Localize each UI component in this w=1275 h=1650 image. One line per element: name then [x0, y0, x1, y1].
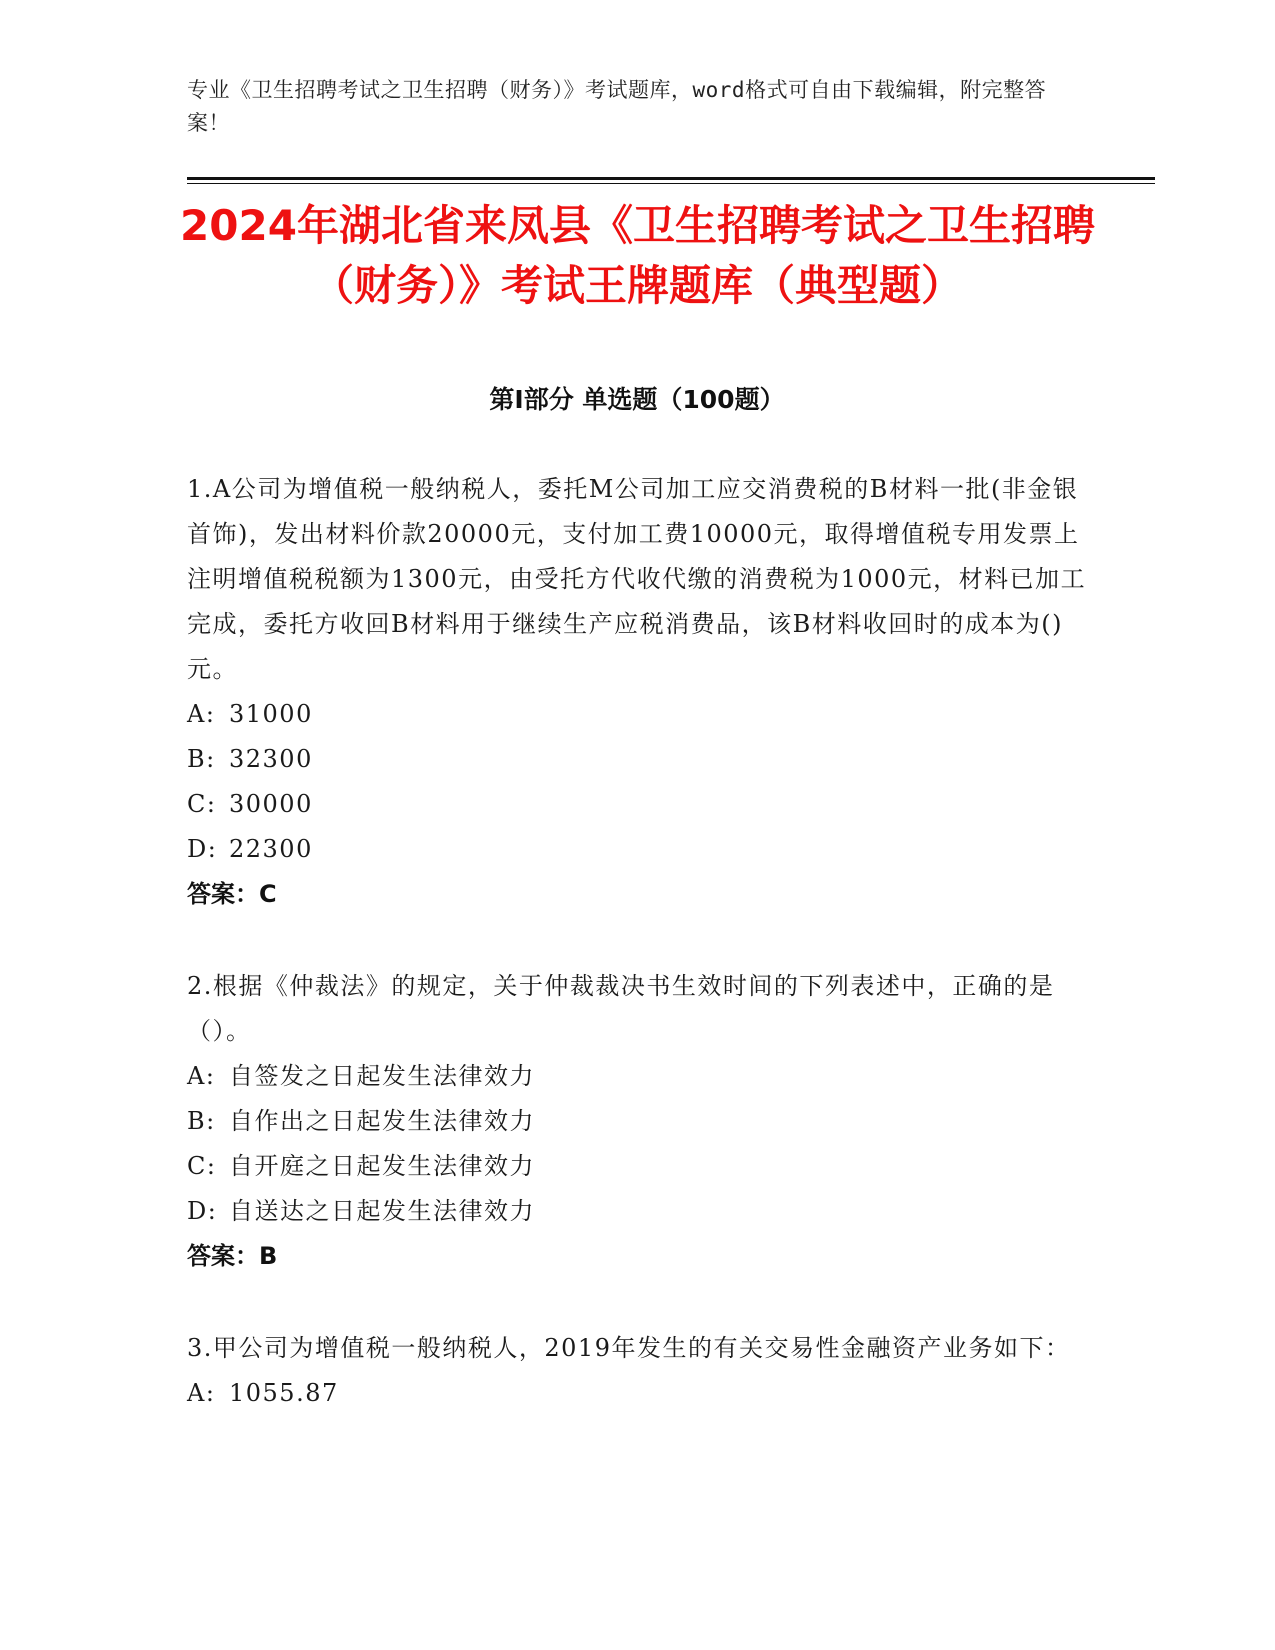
option-list — [187, 1054, 1087, 1234]
option-a — [187, 692, 1087, 737]
option-letter: B: — [187, 1107, 216, 1135]
question-text: 1.A公司为增值税一般纳税人，委托M公司加工应交消费税的B材料一批(非金银首饰)，发出材料价款20000元，支付加工费10000元，取得增值税专用发票上注明增值税税额为1300元，由受托方代收代缴的消费税为1000元，材料已加工完成，委托方收回B材料用于继续生产应税消费品，该B材料收回时的成本为()元。 — [187, 475, 1087, 683]
option-text: 自送达之日起发生法律效力 — [229, 1197, 535, 1225]
option-text: 自签发之日起发生法律效力 — [229, 1062, 535, 1090]
answer-line: 答案：C — [187, 880, 277, 908]
option-text: 31000 — [229, 700, 313, 728]
option-text: 1055.87 — [229, 1379, 339, 1407]
section-title: 第Ⅰ部分 单选题（100题） — [489, 385, 785, 414]
option-list — [187, 692, 1087, 872]
question-list — [187, 467, 1087, 1463]
question-2 — [187, 964, 1087, 1279]
option-c — [187, 782, 1087, 827]
option-list — [187, 1371, 1087, 1416]
option-b — [187, 737, 1087, 782]
option-letter: D: — [187, 1197, 218, 1225]
option-letter: A: — [187, 700, 216, 728]
header-note: 专业《卫生招聘考试之卫生招聘（财务）》考试题库，word格式可自由下载编辑，附完整答案！ — [187, 78, 1047, 135]
question-text: 2.根据《仲裁法》的规定，关于仲裁裁决书生效时间的下列表述中，正确的是（）。 — [187, 972, 1055, 1045]
header-divider-thin — [187, 183, 1155, 184]
option-letter: C: — [187, 1152, 217, 1180]
option-letter: A: — [187, 1379, 216, 1407]
option-d — [187, 827, 1087, 872]
question-3 — [187, 1326, 1087, 1416]
option-letter: C: — [187, 790, 217, 818]
option-letter: B: — [187, 745, 216, 773]
header-divider-thick — [187, 177, 1155, 180]
question-1 — [187, 467, 1087, 917]
option-text: 32300 — [229, 745, 313, 773]
option-text: 自开庭之日起发生法律效力 — [229, 1152, 535, 1180]
option-c — [187, 1144, 1087, 1189]
option-text: 自作出之日起发生法律效力 — [229, 1107, 535, 1135]
answer-line: 答案：B — [187, 1242, 278, 1270]
option-letter: A: — [187, 1062, 216, 1090]
option-a — [187, 1054, 1087, 1099]
document-title: 2024年湖北省来凤县《卫生招聘考试之卫生招聘（财务）》考试王牌题库（典型题） — [180, 201, 1095, 310]
option-text: 30000 — [229, 790, 313, 818]
option-text: 22300 — [229, 835, 313, 863]
option-a — [187, 1371, 1087, 1416]
option-d — [187, 1189, 1087, 1234]
question-text: 3.甲公司为增值税一般纳税人，2019年发生的有关交易性金融资产业务如下： — [187, 1334, 1071, 1362]
option-letter: D: — [187, 835, 218, 863]
option-b — [187, 1099, 1087, 1144]
